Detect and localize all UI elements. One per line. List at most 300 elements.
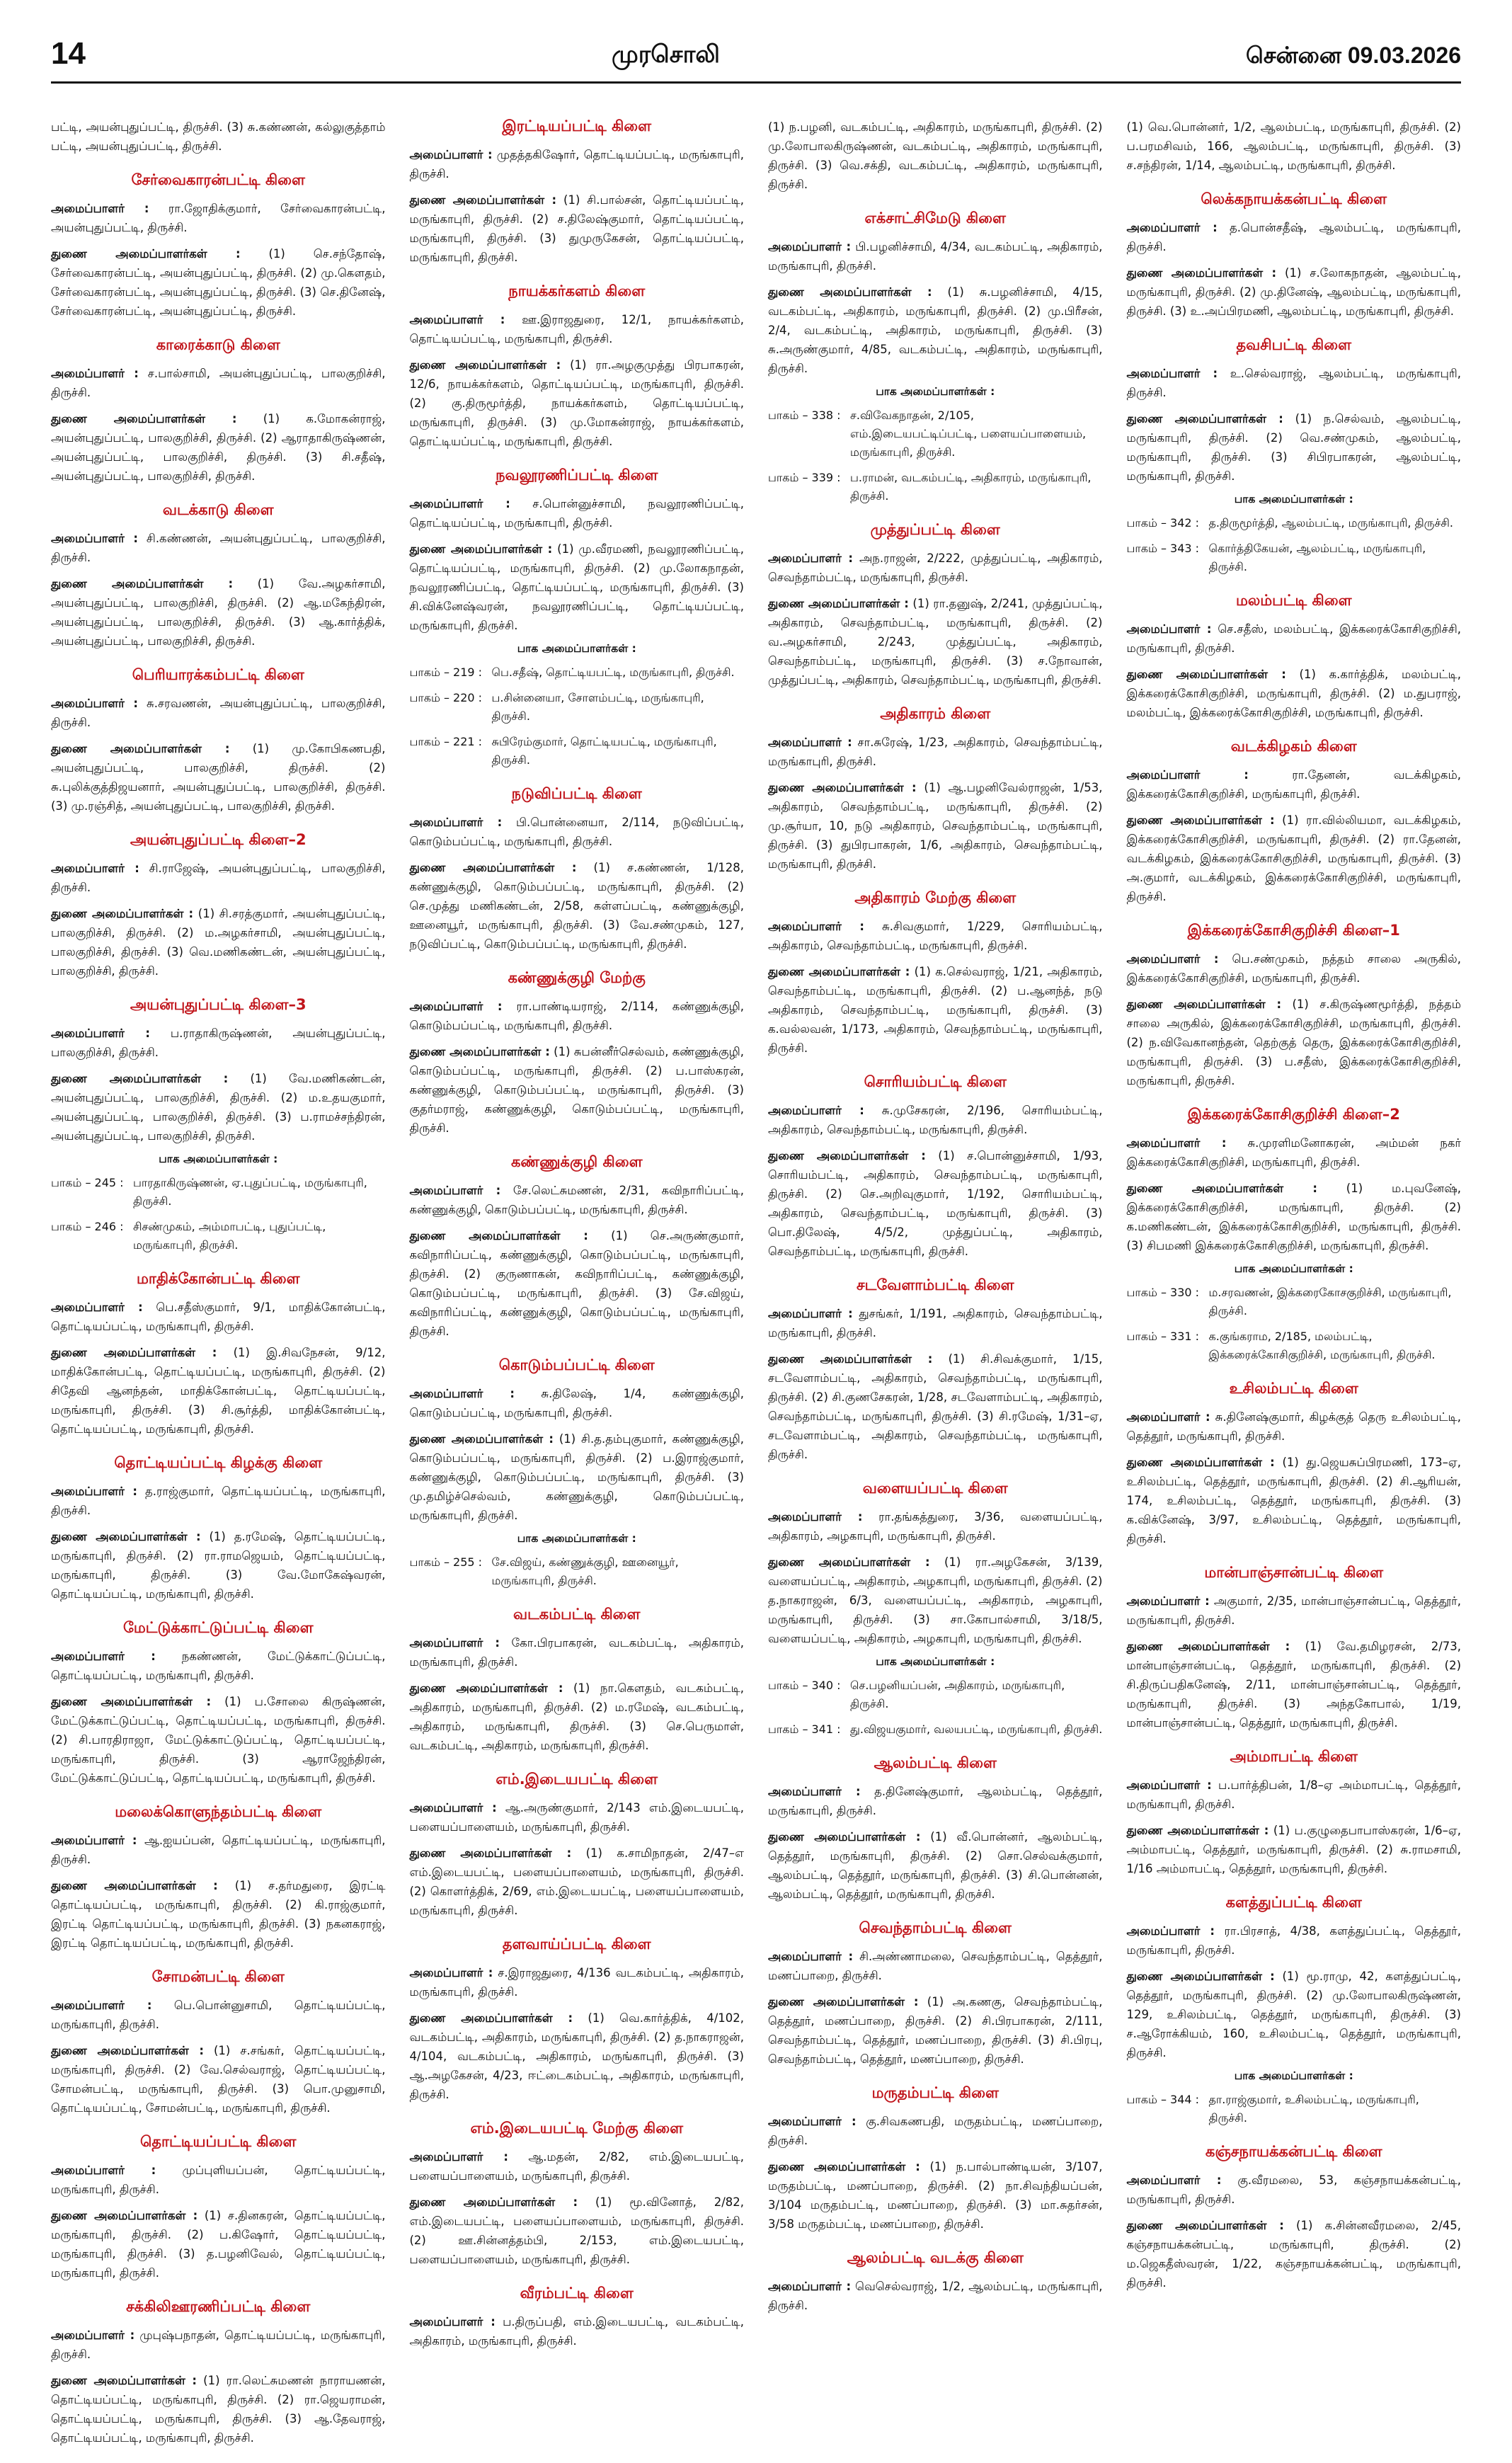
organizer-label: அமைப்பாளர் : (768, 1785, 861, 1798)
assistant-line (51, 2371, 386, 2447)
branch-heading: இரட்டியப்பட்டி கிளை (502, 118, 652, 135)
organizer-line (410, 997, 745, 1035)
booth-row (410, 733, 745, 770)
booth-number: பாகம் – 341 : (768, 1722, 841, 1736)
branch-heading: முத்துப்பட்டி கிளை (870, 521, 1000, 538)
organizer-label: அமைப்பாளர் : (768, 2280, 852, 2293)
branch-heading: அதிகாரம் மேற்கு கிளை (854, 889, 1016, 906)
booth-row (410, 663, 745, 682)
branch-heading: லெக்கநாயக்கன்பட்டி கிளை (1201, 190, 1387, 207)
organizer-name: கு.சிவகணபதி, மருதம்பட்டி, மணப்பாறை, திருச்சி. (768, 2115, 1103, 2147)
organizer-line (768, 237, 1103, 275)
branch-heading: எம்.இடையபட்டி மேற்கு கிளை (470, 2120, 684, 2137)
assistant-line (51, 904, 386, 981)
assistant-names: (1) ந.பால்பாண்டியன், 3/107, மருதம்பட்டி, மணப்பாறை, திருச்சி. (2) நா.சிவந்தியப்பன், 3/104 மருதம்பட்டி, மணப்பாறை, திருச்சி. (3) மா.சுதர்சன், 3/58 மருதம்பட்டி, மணப்பாறை, திருச்சி. (768, 2160, 1103, 2231)
organizer-name: சே.லெட்சுமணன், 2/31, கவிநாரிப்பட்டி, கண்ணுக்குழி, கொடும்பப்பட்டி, மருங்காபுரி, திருச்சி. (409, 1184, 745, 1216)
assistant-label: துணை அமைப்பாளர்கள் : (409, 1229, 588, 1242)
assistant-names: (1) வெ.பொன்னர், 1/2, ஆலம்பட்டி, மருங்காபுரி, திருச்சி. (2) ப.பரமசிவம், 166, ஆலம்பட்டி, மருங்காபுரி, திருச்சி. (3) ச.சந்திரன், 1/14, ஆலம்பட்டி, மருங்காபுரி, திருச்சி. (1126, 120, 1461, 172)
branch-heading: மருதம்பட்டி கிளை (871, 2084, 999, 2101)
organizer-line (768, 549, 1103, 587)
booth-row (1127, 514, 1462, 532)
organizer-label: அமைப்பாளர் : (1126, 768, 1249, 782)
assistant-line (1127, 263, 1462, 321)
assistant-line (768, 1349, 1103, 1464)
assistant-line (768, 1992, 1103, 2069)
booth-number: பாகம் – 344 : (1126, 2093, 1200, 2106)
organizer-name: ப.ராதாகிருஷ்ணன், அயன்புதுப்பட்டி, பாலகுறிச்சி, திருச்சி. (51, 1027, 386, 1059)
assistant-names: (1) வெ.கார்த்திக், 4/102, வடகம்பட்டி, அதிகாரம், மருங்காபுரி, திருச்சி. (2) த.நாகராஜன், 4/104, வடகம்பட்டி, அதிகாரம், மருங்காபுரி, திருச்சி. (3) ஆ.அழகேசன், 4/23, ஈட்டைகம்பட்டி, அதிகாரம், மருங்காபுரி, திருச்சி. (409, 2011, 744, 2101)
assistant-label: துணை அமைப்பாளர்கள் : (768, 1830, 921, 1844)
assistant-names: (1) ச.தர்மதுரை, இரட்டி தொட்டியப்பட்டி, மருங்காபுரி, திருச்சி. (2) கி.ராஜ்குமார், இரட்டி தொட்டியப்பட்டி, மருங்காபுரி, திருச்சி. (3) நகனகராஜ், இரட்டி தொட்டியப்பட்டி, மருங்காபுரி, திருச்சி. (51, 1879, 386, 1950)
branch-section (768, 1754, 1103, 1904)
organizer-line (51, 1647, 386, 1685)
organizer-line (410, 145, 745, 183)
assistant-names: (1) சி.சரத்குமார், அயன்புதுப்பட்டி, பாலகுறிச்சி, திருச்சி. (2) ம.அழகர்சாமி, அயன்புதுப்பட்டி, பாலகுறிச்சி, திருச்சி. (3) வெ.மணிகண்டன், அயன்புதுப்பட்டி, பாலகுறிச்சி, திருச்சி. (51, 907, 386, 978)
booth-row (410, 1553, 745, 1590)
organizer-label: அமைப்பாளர் : (409, 2150, 508, 2164)
branch-section (51, 2298, 386, 2447)
assistant-names: (1) ந.பழனி, வடகம்பட்டி, அதிகாரம், மருங்காபுரி, திருச்சி. (2) மு.லோபாலகிருஷ்ணன், வடகம்பட்டி, அதிகாரம், மருங்காபுரி, திருச்சி. (3) வெ.சக்தி, வடகம்பட்டி, அதிகாரம், மருங்காபுரி, திருச்சி. (768, 120, 1103, 191)
organizer-name: நகண்ணன், மேட்டுக்காட்டுப்பட்டி, தொட்டியப்பட்டி, மருங்காபுரி, திருச்சி. (51, 1650, 386, 1682)
branch-section (768, 1919, 1103, 2069)
branch-heading: அம்மாபட்டி கிளை (1230, 1748, 1358, 1765)
masthead (51, 0, 1461, 84)
branch-section (768, 705, 1103, 874)
assistant-names: (1) க.சின்னவீரமலை, 2/45, கஞ்சநாயக்கன்பட்டி, மருங்காபுரி, திருச்சி. (2) ம.ஜெகதீஸ்வரன், 1/22, கஞ்சநாயக்கன்பட்டி, மருங்காபுரி, திருச்சி. (1126, 2219, 1461, 2290)
booth-row (1127, 539, 1462, 576)
branch-section (51, 1619, 386, 1788)
booth-number: பாகம் – 330 : (1126, 1286, 1200, 1299)
organizer-line (1127, 1776, 1462, 1814)
assistant-label: துணை அமைப்பாளர்கள் : (409, 861, 577, 874)
organizer-line (51, 1831, 386, 1869)
organizer-name: ஊ.இராஜதுரை, 12/1, நாயக்கர்களம், தொட்டியப்பட்டி, மருங்காபுரி, திருச்சி. (409, 313, 745, 345)
organizer-line (410, 2312, 745, 2350)
assistant-line (51, 574, 386, 651)
organizer-label: அமைப்பாளர் : (51, 1027, 150, 1040)
organizer-name: ப.திருப்பதி, எம்.இடையபட்டி, வடகம்பட்டி, அதிகாரம், மருங்காபுரி, திருச்சி. (409, 2315, 744, 2348)
page-number: 14 (51, 36, 86, 71)
assistant-label: துணை அமைப்பாளர்கள் : (768, 965, 910, 978)
assistant-names: (1) ச.பொன்னுச்சாமி, 1/93, சொரியம்பட்டி, அதிகாரம், செவந்தாம்பட்டி, மருங்காபுரி, திருச்சி. (2) செ.அறிவுகுமார், 1/192, சொரியம்பட்டி, அதிகாரம், செவந்தாம்பட்டி, மருங்காபுரி, திருச்சி. (3) பொ.திலேஷ், 4/5/2, முத்துப்பட்டி, அதிகாரம், செவந்தாம்பட்டி, மருங்காபுரி, திருச்சி. (768, 1149, 1103, 1258)
organizer-line (1127, 619, 1462, 658)
organizer-line (51, 529, 386, 567)
branch-section (410, 1153, 745, 1341)
branch-section (768, 2084, 1103, 2234)
branch-heading: வடக்கிழகம் கிளை (1230, 738, 1357, 755)
organizer-line (410, 1963, 745, 2001)
assistant-label: துணை அமைப்பாளர்கள் : (1126, 998, 1282, 1011)
organizer-label: அமைப்பாளர் : (768, 2115, 857, 2128)
assistant-names: (1) ரா.வில்லியமா, வடக்கிழகம், இக்கரைக்கோசிகுறிச்சி, மருங்காபுரி, திருச்சி. (2) ரா.தேனன், வடக்கிழகம், இக்கரைக்கோசிகுறிச்சி, மருங்காபுரி, திருச்சி. (3) அ.குமார், வடக்கிழகம், இக்கரைக்கோசிகுறிச்சி, மருங்காபுரி, திருச்சி. (1126, 813, 1461, 903)
booth-subheading: பாக அமைப்பாளர்கள் : (517, 642, 636, 655)
assistant-names: (1) சி.பால்சன், தொட்டியப்பட்டி, மருங்காபுரி, திருச்சி. (2) ச.திலேஷ்குமார், தொட்டியப்பட்டி, மருங்காபுரி, திருச்சி. (3) துமுருகேசன், தொட்டியப்பட்டி, மருங்காபுரி, திருச்சி. (409, 193, 744, 264)
assistant-line (410, 858, 745, 954)
organizer-label: அமைப்பாளர் : (768, 1307, 853, 1320)
branch-heading: மலம்பட்டி கிளை (1235, 592, 1352, 609)
assistant-line (768, 1553, 1103, 1648)
organizer-line (410, 813, 745, 851)
branch-section (410, 467, 745, 770)
branch-section (768, 521, 1103, 690)
organizer-label: அமைப்பாளர் : (51, 862, 139, 875)
column-2 (410, 118, 745, 2463)
assistant-line (410, 190, 745, 267)
organizer-line (410, 2147, 745, 2185)
branch-heading: ஆலம்பட்டி வடக்கு கிளை (847, 2249, 1024, 2266)
branch-heading: மலைக்கொளுந்தம்பட்டி கிளை (115, 1803, 322, 1820)
organizer-label: அமைப்பாளர் : (768, 1510, 863, 1524)
booth-number: பாகம் – 221 : (409, 735, 483, 748)
organizer-name: சு.முசேகரன், 2/196, சொரியம்பட்டி, அதிகாரம், செவந்தாம்பட்டி, மருங்காபுரி, திருச்சி. (768, 1104, 1103, 1136)
organizer-label: அமைப்பாளர் : (51, 1485, 137, 1498)
assistant-names: (1) ச.சங்கர், தொட்டியப்பட்டி, மருங்காபுரி, திருச்சி. (2) வே.செல்வராஜ், தொட்டியப்பட்டி, சோமன்பட்டி, மருங்காபுரி, திருச்சி. (3) பொ.முனுசாமி, தொட்டியப்பட்டி, சோமன்பட்டி, மருங்காபுரி, திருச்சி. (51, 2044, 386, 2115)
booth-number: பாகம் – 219 : (409, 665, 483, 679)
branch-section (51, 1270, 386, 1439)
assistant-names: (1) ப.சோலை கிருஷ்ணன், மேட்டுக்காட்டுப்பட்டி, தொட்டியப்பட்டி, மருங்காபுரி, திருச்சி. (2) சி.பாரதிராஜா, மேட்டுக்காட்டுப்பட்டி, தொட்டியப்பட்டி, மருங்காபுரி, திருச்சி. (3) ஆராஜேந்திரன், மேட்டுக்காட்டுப்பட்டி, தொட்டியப்பட்டி, மருங்காபுரி, திருச்சி. (51, 1695, 386, 1785)
organizer-name: சு.முரளிமனோகரன், அம்மன் நகர் இக்கரைக்கோசிகுறிச்சி, மருங்காபுரி, திருச்சி. (1126, 1136, 1461, 1169)
assistant-names: (1) ரா.தனுஷ், 2/241, முத்துப்பட்டி, அதிகாரம், செவந்தாம்பட்டி, மருங்காபுரி, திருச்சி. (2) வ.அழகர்சாமி, 2/243, முத்துப்பட்டி, அதிகாரம், செவந்தாம்பட்டி, மருங்காபுரி, திருச்சி. (3) ச.நோவான், முத்துப்பட்டி, அதிகாரம், செவந்தாம்பட்டி, மருங்காபுரி, திருச்சி. (768, 597, 1103, 687)
assistant-label: துணை அமைப்பாளர்கள் : (51, 907, 194, 920)
assistant-line (51, 1692, 386, 1788)
assistant-names: (1) சுபன்னீர்செல்வம், கண்ணுக்குழி, கொடும்பப்பட்டி, மருங்காபுரி, திருச்சி. (2) ப.பாஸ்கரன், கண்ணுக்குழி, கொடும்பப்பட்டி, மருங்காபுரி, திருச்சி. (3) குதர்மராஜ், கண்ணுக்குழி, கொடும்பப்பட்டி, மருங்காபுரி, திருச்சி. (409, 1045, 745, 1135)
branch-section (768, 889, 1103, 1058)
organizer-label: அமைப்பாளர் : (768, 552, 853, 565)
booth-row (768, 469, 1103, 505)
organizer-name: பி.பொன்னையா, 2/114, நடுவிப்பட்டி, கொடும்பப்பட்டி, மருங்காபுரி, திருச்சி. (409, 816, 744, 848)
assistant-names: (1) அ.கணகு, செவந்தாம்பட்டி, தெத்தூர், மணப்பாறை, திருச்சி. (2) சி.பிரபாகரன், 2/111, செவந்தாம்பட்டி, தெத்தூர், மணப்பாறை, திருச்சி. (3) சி.பிரபு, செவந்தாம்பட்டி, தெத்தூர், மணப்பாறை, திருச்சி. (768, 1995, 1103, 2066)
branch-section (51, 666, 386, 816)
assistant-line (1127, 1637, 1462, 1732)
assistant-line (1127, 811, 1462, 906)
booth-row (768, 1720, 1103, 1739)
assistant-names: (1) ஆ.பழனிவேல்ராஜன், 1/53, அதிகாரம், செவந்தாம்பட்டி, மருங்காபுரி, திருச்சி. (2) மு.சூர்யா, 10, நடு அதிகாரம், செவந்தாம்பட்டி, மருங்காபுரி, திருச்சி. (3) துபிரபாகரன், 1/6, அதிகாரம், செவந்தாம்பட்டி, மருங்காபுரி, திருச்சி. (768, 781, 1103, 871)
organizer-line (768, 1101, 1103, 1139)
booth-row (1127, 2091, 1462, 2127)
assistant-line (1127, 409, 1462, 486)
organizer-name: வெசெல்வராஜ், 1/2, ஆலம்பட்டி, மருங்காபுரி, திருச்சி. (768, 2280, 1103, 2312)
organizer-name: சா.சுரேஷ், 1/23, அதிகாரம், செவந்தாம்பட்டி, மருங்காபுரி, திருச்சி. (768, 736, 1103, 768)
branch-section (1127, 1380, 1462, 1548)
organizer-line (51, 364, 386, 402)
organizer-name: ரா.தங்கத்துரை, 3/36, வளையப்பட்டி, அதிகாரம், அழகாபுரி, மருங்காபுரி, திருச்சி. (768, 1510, 1103, 1543)
organizer-line (51, 2161, 386, 2199)
assistant-line (410, 355, 745, 451)
booth-row (1127, 1327, 1462, 1364)
branch-heading: நடுவிப்பட்டி கிளை (511, 785, 642, 802)
branch-section (1127, 190, 1462, 321)
branch-section (410, 1606, 745, 1755)
booth-number: பாகம் – 338 : (768, 408, 841, 422)
organizer-line (410, 1798, 745, 1836)
booth-number: பாகம் – 246 : (51, 1220, 124, 1233)
booth-number: பாகம் – 255 : (409, 1555, 483, 1569)
branch-section (51, 1968, 386, 2118)
assistant-names: (1) க.சாமிநாதன், 2/47–எ எம்.இடையபட்டி, பளையப்பாளையம், மருங்காபுரி, திருச்சி. (2) கொளர்த்திக், 2/69, எம்.இடையபட்டி, பளையப்பாளையம், மருங்காபுரி, திருச்சி. (409, 1846, 744, 1917)
organizer-name: சி.அண்ணாமலை, செவந்தாம்பட்டி, தெத்தூர், மணப்பாறை, திருச்சி. (768, 1950, 1103, 1982)
branch-heading: தொட்டியப்பட்டி கிளை (140, 2133, 297, 2150)
booth-row (410, 689, 745, 726)
branch-heading: சேர்வைகாரன்பட்டி கிளை (131, 171, 305, 188)
organizer-line (768, 2112, 1103, 2150)
organizer-line (768, 2277, 1103, 2315)
organizer-name: ரா.பாண்டியராஜ், 2/114, கண்ணுக்குழி, கொடும்பப்பட்டி, மருங்காபுரி, திருச்சி. (409, 1000, 745, 1032)
organizer-label: அமைப்பாளர் : (768, 240, 852, 253)
assistant-line (51, 2041, 386, 2118)
assistant-names: (1) சு.பழனிச்சாமி, 4/15, வடகம்பட்டி, அதிகாரம், மருங்காபுரி, திருச்சி. (2) மு.பிரீசன், 2/4, வடகம்பட்டி, அதிகாரம், மருங்காபுரி, திருச்சி. (3) சு.அருண்குமார், 4/85, வடகம்பட்டி, அதிகாரம், மருங்காபுரி, திருச்சி. (768, 285, 1103, 375)
organizer-line (410, 494, 745, 532)
assistant-line (51, 244, 386, 321)
booth-person: பாரதாகிருஷ்ணன், ஏ.புதுப்பட்டி, மருங்காபுரி, திருச்சி. (133, 1176, 367, 1208)
organizer-label: அமைப்பாளர் : (768, 736, 852, 749)
branch-heading: கண்ணுக்குழி மேற்கு (508, 969, 646, 986)
organizer-label: அமைப்பாளர் : (409, 1184, 501, 1197)
branch-heading: நாயக்கர்களம் கிளை (508, 282, 646, 299)
branch-section (1127, 118, 1462, 175)
organizer-label: அமைப்பாளர் : (1126, 2173, 1222, 2187)
organizer-name: ரா.தேனன், வடக்கிழகம், இக்கரைக்கோசிகுறிச்சி, மருங்காபுரி, திருச்சி. (1126, 768, 1461, 801)
assistant-label: துணை அமைப்பாளர்கள் : (51, 742, 230, 755)
organizer-label: அமைப்பாளர் : (409, 1636, 500, 1650)
assistant-label: துணை அமைப்பாளர்கள் : (409, 1432, 554, 1446)
organizer-line (51, 1996, 386, 2034)
assistant-label: துணை அமைப்பாளர்கள் : (409, 1846, 572, 1860)
booth-person: கொர்த்திகேயன், ஆலம்பட்டி, மருங்காபுரி, திருச்சி. (1208, 542, 1426, 573)
organizer-label: அமைப்பாளர் : (768, 1950, 854, 1963)
booth-number: பாகம் – 339 : (768, 471, 841, 484)
branch-heading: தவசிபட்டி கிளை (1236, 336, 1352, 353)
organizer-name: சி.கண்ணன், அயன்புதுப்பட்டி, பாலகுறிச்சி, திருச்சி. (51, 532, 386, 564)
organizer-name: ஆ.ஐயப்பன், தொட்டியப்பட்டி, மருங்காபுரி, திருச்சி. (51, 1834, 386, 1866)
organizer-line (1127, 2171, 1462, 2209)
assistant-label: துணை அமைப்பாளர்கள் : (768, 1352, 933, 1366)
assistant-label: துணை அமைப்பாளர்கள் : (1126, 412, 1283, 425)
organizer-name: பெ.சண்முகம், நத்தம் சாலை அருகில், இக்கரைக்கோசிகுறிச்சி, மருங்காபுரி, திருச்சி. (1126, 952, 1461, 985)
assistant-label: துணை அமைப்பாளர்கள் : (768, 2160, 920, 2173)
assistant-line (51, 1343, 386, 1439)
organizer-label: அமைப்பாளர் : (1126, 622, 1212, 636)
assistant-line (768, 2157, 1103, 2234)
assistant-names: (1) த.ரமேஷ், தொட்டியப்பட்டி, மருங்காபுரி, திருச்சி. (2) ரா.ராமஜெயம், தொட்டியப்பட்டி, மருங்காபுரி, திருச்சி. (3) வே.மோகேஷ்வரன், தொட்டியப்பட்டி, மருங்காபுரி, திருச்சி. (51, 1530, 386, 1601)
organizer-name: அகுமார், 2/35, மான்பாஞ்சான்பட்டி, தெத்தூர், மருங்காபுரி, திருச்சி. (1126, 1594, 1461, 1627)
assistant-names: (1) வே.தமிழரசன், 2/73, மான்பாஞ்சான்பட்டி, தெத்தூர், மருங்காபுரி, திருச்சி. (2) சி.திருப்பதிகனேஷ், 2/11, மான்பாஞ்சான்பட்டி, தெத்தூர், மருங்காபுரி, திருச்சி. (3) அந்தகோபால், 1/19, மான்பாஞ்சான்பட்டி, தெத்தூர், மருங்காபுரி, திருச்சி. (1126, 1640, 1461, 1730)
organizer-name: முப்புளியப்பன், தொட்டியப்பட்டி, மருங்காபுரி, திருச்சி. (51, 2164, 386, 2196)
assistant-line (768, 962, 1103, 1058)
organizer-label: அமைப்பாளர் : (409, 1387, 515, 1400)
booth-subheading: பாக அமைப்பாளர்கள் : (1234, 2069, 1353, 2082)
branch-heading: அயன்புதுப்பட்டி கிளை–2 (130, 831, 307, 848)
assistant-label: துணை அமைப்பாளர்கள் : (768, 1555, 930, 1569)
branch-section (1127, 1106, 1462, 1364)
organizer-label: அமைப்பாளர் : (1126, 1594, 1210, 1608)
organizer-name: ஆ.அருண்குமார், 2/143 எம்.இடையபட்டி, பளையப்பாளையம், மருங்காபுரி, திருச்சி. (409, 1801, 744, 1834)
assistant-names: (1) ரா.அழகேசன், 3/139, வளையப்பட்டி, அதிகாரம், அழகாபுரி, மருங்காபுரி, திருச்சி. (2) த.நாகராஜன், 6/3, வளையப்பட்டி, அதிகாரம், அழகாபுரி, மருங்காபுரி, திருச்சி. (3) சா.கோபால்சாமி, 3/18/5, வளையப்பட்டி, அதிகாரம், அழகாபுரி, மருங்காபுரி, திருச்சி. (768, 1555, 1103, 1645)
assistant-names: (1) ம.புவனேஷ், இக்கரைக்கோசிகுறிச்சி, மருங்காபுரி, திருச்சி. (2) க.மணிகண்டன், இக்கரைக்கோசிகுறிச்சி, மருங்காபுரி, திருச்சி. (3) சிபமணி இக்கரைக்கோசிகுறிச்சி, மருங்காபுரி, திருச்சி. (1126, 1182, 1461, 1252)
branch-heading: தொட்டியப்பட்டி கிழக்கு கிளை (114, 1454, 323, 1471)
branch-section (768, 2249, 1103, 2315)
branch-heading: அதிகாரம் கிளை (880, 705, 991, 722)
organizer-line (768, 1304, 1103, 1342)
branch-section (410, 118, 745, 267)
assistant-names: (1) சி.த.தம்புகுமார், கண்ணுக்குழி, கொடும்பப்பட்டி, மருங்காபுரி, திருச்சி. (2) ப.இராஜ்குமார், கண்ணுக்குழி, கொடும்பப்பட்டி, மருங்காபுரி, திருச்சி. (3) மு.தமிழ்ச்செல்வம், கண்ணுக்குழி, கொடும்பப்பட்டி, மருங்காபுரி, திருச்சி. (409, 1432, 744, 1522)
branch-heading: எம்.இடையபட்டி கிளை (496, 1771, 658, 1788)
assistant-line (51, 1876, 386, 1953)
booth-subheading: பாக அமைப்பாளர்கள் : (1234, 1262, 1353, 1275)
organizer-line (1127, 1407, 1462, 1446)
assistant-names: (1) ச.கிருஷ்ணமூர்த்தி, நத்தம் சாலை அருகில், இக்கரைக்கோசிகுறிச்சி, மருங்காபுரி, திருச்சி. (2) ந.விவேகானந்தன், தெற்குத் தெரு, இக்கரைக்கோசிகுறிச்சி, மருங்காபுரி, திருச்சி. (3) ப.சதீஸ், இக்கரைக்கோசிகுறிச்சி, மருங்காபுரி, திருச்சி. (1126, 998, 1462, 1087)
assistant-line (410, 2193, 745, 2269)
branch-heading: வடக்காடு கிளை (162, 501, 274, 518)
branch-heading: இக்கரைக்கோசிகுறிச்சி கிளை–2 (1187, 1106, 1400, 1123)
assistant-names: பட்டி, அயன்புதுப்பட்டி, திருச்சி. (3) சு.கண்ணன், கல்லுகுத்தாம் பட்டி, அயன்புதுப்பட்டி, திருச்சி. (51, 120, 386, 153)
organizer-name: பெ.பொன்னுசாமி, தொட்டியப்பட்டி, மருங்காபுரி, திருச்சி. (51, 1999, 386, 2031)
assistant-line (1127, 1821, 1462, 1878)
organizer-name: பி.பழனிச்சாமி, 4/34, வடகம்பட்டி, அதிகாரம், மருங்காபுரி, திருச்சி. (768, 240, 1103, 273)
organizer-label: அமைப்பாளர் : (409, 313, 505, 326)
branch-section (51, 831, 386, 981)
organizer-name: த.ராஜ்குமார், தொட்டியப்பட்டி, மருங்காபுரி, திருச்சி. (51, 1485, 386, 1517)
organizer-label: அமைப்பாளர் : (409, 1000, 503, 1013)
branch-heading: சடவேளாம்பட்டி கிளை (856, 1276, 1014, 1293)
assistant-label: துணை அமைப்பாளர்கள் : (51, 1530, 201, 1543)
branch-section (1127, 1564, 1462, 1732)
branch-section (768, 1276, 1103, 1464)
assistant-names: (1) ச.கண்ணன், 1/128, கண்ணுக்குழி, கொடும்பப்பட்டி, மருங்காபுரி, திருச்சி. (2) செ.முத்து மணிகண்டன், 2/58, கள்ளப்பட்டி, கண்ணுக்குழி, ஊனையூர், மருங்காபுரி, திருச்சி. (3) வே.சண்முகம், 127, நடுவிப்பட்டி, கொடும்பப்பட்டி, மருங்காபுரி, திருச்சி. (409, 861, 744, 951)
organizer-line (768, 1782, 1103, 1820)
assistant-line (410, 1844, 745, 1920)
assistant-line (410, 2008, 745, 2104)
organizer-line (410, 1181, 745, 1219)
assistant-label: துணை அமைப்பாளர்கள் : (1126, 1456, 1275, 1469)
branch-section (51, 336, 386, 486)
branch-heading: தளவாய்ப்பட்டி கிளை (502, 1936, 651, 1953)
branch-heading: மேட்டுக்காட்டுப்பட்டி கிளை (122, 1619, 314, 1636)
branch-heading: களத்துப்பட்டி கிளை (1225, 1894, 1362, 1911)
booth-subheading: பாக அமைப்பாளர்கள் : (876, 385, 995, 398)
branch-heading: காரைக்காடு கிளை (156, 336, 280, 353)
organizer-name: சு.திலேஷ், 1/4, கண்ணுக்குழி, கொடும்பப்பட்டி, மருங்காபுரி, திருச்சி. (409, 1387, 744, 1419)
organizer-name: முபுஷ்பநாதன், தொட்டியப்பட்டி, மருங்காபுரி, திருச்சி. (51, 2328, 386, 2361)
organizer-label: அமைப்பாளர் : (51, 1301, 143, 1314)
assistant-line (768, 778, 1103, 874)
assistant-names: (1) செ.அருண்குமார், கவிநாரிப்பட்டி, கண்ணுக்குழி, கொடும்பப்பட்டி, மருங்காபுரி, திருச்சி. (2) குருணாகன், கவிநாரிப்பட்டி, கண்ணுக்குழி, கொடும்பப்பட்டி, மருங்காபுரி, திருச்சி. (3) சே.விஜய், கவிநாரிப்பட்டி, கண்ணுக்குழி, கொடும்பப்பட்டி, மருங்காபுரி, திருச்சி. (409, 1229, 744, 1338)
assistant-line (51, 409, 386, 486)
organizer-name: ச.இராஜதுரை, 4/136 வடகம்பட்டி, அதிகாரம், மருங்காபுரி, திருச்சி. (409, 1966, 744, 1999)
organizer-line (1127, 364, 1462, 402)
city-date: சென்னை 09.03.2026 (1245, 42, 1461, 68)
assistant-line (410, 1226, 745, 1341)
newspaper-name: முரசொலி (611, 40, 720, 69)
assistant-label: துணை அமைப்பாளர்கள் : (51, 2044, 204, 2057)
assistant-names: (1) மூ.வினோத், 2/82, எம்.இடையபட்டி, பளையப்பாளையம், மருங்காபுரி, திருச்சி. (2) ஊ.சின்னத்தம்பி, 2/153, எம்.இடையபட்டி, பளையப்பாளையம், மருங்காபுரி, திருச்சி. (409, 2195, 744, 2266)
assistant-line (51, 1069, 386, 1145)
organizer-name: பெ.சதீஸ்குமார், 9/1, மாதிக்கோன்பட்டி, தொட்டியப்பட்டி, மருங்காபுரி, திருச்சி. (51, 1301, 386, 1333)
assistant-label: துணை அமைப்பாளர்கள் : (51, 2374, 197, 2387)
assistant-names: (1) மூ.ராமு, 42, களத்துப்பட்டி, தெத்தூர், மருங்காபுரி, திருச்சி. (2) மு.லோபாலகிருஷ்ணன், 129, உசிலம்பட்டி, தெத்தூர், மருங்காபுரி, திருச்சி. (3) ச.ஆரோக்கியம், 160, உசிலம்பட்டி, தெத்தூர், மருங்காபுரி, திருச்சி. (1126, 1970, 1461, 2059)
assistant-label: துணை அமைப்பாளர்கள் : (51, 1072, 229, 1085)
booth-row (768, 406, 1103, 462)
assistant-label: துணை அமைப்பாளர்கள் : (1126, 1824, 1269, 1837)
organizer-name: சு.தினேஷ்குமார், கிழக்குத் தெரு உசிலம்பட்டி, தெத்தூர், மருங்காபுரி, திருச்சி. (1126, 1410, 1461, 1443)
booth-person: க.குங்கராம, 2/185, மலம்பட்டி, இக்கரைக்கோசிகுறிச்சி, மருங்காபுரி, திருச்சி. (1208, 1330, 1436, 1361)
branch-heading: ஆலம்பட்டி கிளை (874, 1754, 997, 1771)
organizer-label: அமைப்பாளர் : (409, 2315, 496, 2328)
assistant-names: (1) வே.அழகர்சாமி, அயன்புதுப்பட்டி, பாலகுறிச்சி, திருச்சி. (2) ஆ.மகேந்திரன், அயன்புதுப்பட்டி, பாலகுறிச்சி, திருச்சி. (3) ஆ.கார்த்திக், அயன்புதுப்பட்டி, பாலகுறிச்சி, திருச்சி. (51, 577, 386, 648)
assistant-line (410, 1429, 745, 1525)
assistant-line (1127, 2216, 1462, 2292)
branch-section (768, 210, 1103, 505)
assistant-line (410, 1042, 745, 1138)
assistant-label: துணை அமைப்பாளர்கள் : (1126, 1182, 1317, 1195)
assistant-label: துணை அமைப்பாளர்கள் : (409, 1681, 563, 1695)
assistant-line (1127, 1453, 1462, 1548)
branch-section (51, 171, 386, 321)
branch-heading: வளையப்பட்டி கிளை (862, 1480, 1008, 1497)
organizer-label: அமைப்பாளர் : (1126, 1136, 1227, 1150)
organizer-label: அமைப்பாளர் : (1126, 1410, 1210, 1424)
organizer-line (768, 1507, 1103, 1545)
branch-section (1127, 2143, 1462, 2292)
assistant-line (768, 594, 1103, 690)
assistant-names: (1) க.செல்வராஜ், 1/21, அதிகாரம், செவந்தாம்பட்டி, மருங்காபுரி, திருச்சி. (2) ப.ஆனந்த், நடு அதிகாரம், செவந்தாம்பட்டி, மருங்காபுரி, திருச்சி. (3) க.வல்லவன், 1/173, அதிகாரம், செவந்தாம்பட்டி, மருங்காபுரி, திருச்சி. (768, 965, 1103, 1055)
branch-heading: மான்பாஞ்சான்பட்டி கிளை (1204, 1564, 1384, 1581)
booth-number: பாகம் – 220 : (409, 691, 483, 704)
assistant-line (51, 118, 386, 156)
assistant-line (1127, 995, 1462, 1090)
assistant-line (1127, 1179, 1462, 1255)
branch-section (768, 118, 1103, 194)
organizer-line (51, 2326, 386, 2364)
branch-section (410, 282, 745, 451)
column-4 (1127, 118, 1462, 2463)
assistant-names: (1) வே.மணிகண்டன், அயன்புதுப்பட்டி, பாலகுறிச்சி, திருச்சி. (2) ம.உதயகுமார், அயன்புதுப்பட்டி, பாலகுறிச்சி, திருச்சி. (3) ப.ராமச்சந்திரன், அயன்புதுப்பட்டி, பாலகுறிச்சி, திருச்சி. (51, 1072, 386, 1143)
assistant-label: துணை அமைப்பாளர்கள் : (51, 247, 241, 261)
branch-section (1127, 1748, 1462, 1878)
organizer-line (51, 859, 386, 897)
booth-number: பாகம் – 343 : (1126, 542, 1200, 555)
branch-section (51, 118, 386, 156)
organizer-label: அமைப்பாளர் : (1126, 367, 1218, 380)
booth-number: பாகம் – 342 : (1126, 516, 1200, 530)
organizer-line (410, 310, 745, 348)
assistant-line (768, 282, 1103, 378)
organizer-label: அமைப்பாளர் : (409, 1966, 493, 1979)
organizer-label: அமைப்பாளர் : (409, 1801, 497, 1815)
booth-row (51, 1174, 386, 1211)
assistant-label: துணை அமைப்பாளர்கள் : (51, 412, 237, 425)
branch-section (410, 969, 745, 1138)
organizer-label: அமைப்பாளர் : (1126, 221, 1218, 234)
assistant-label: துணை அமைப்பாளர்கள் : (1126, 2219, 1284, 2232)
assistant-line (410, 1679, 745, 1755)
branch-section (410, 1771, 745, 1920)
branch-section (410, 2285, 745, 2350)
booth-person: சே.விஜய், கண்ணுக்குழி, ஊனையூர், மருங்காபுரி, திருச்சி. (491, 1555, 679, 1587)
organizer-name: முதத்தகிஷோர், தொட்டியப்பட்டி, மருங்காபுரி, திருச்சி. (409, 148, 744, 181)
organizer-name: த.தினேஷ்குமார், ஆலம்பட்டி, தெத்தூர், மருங்காபுரி, திருச்சி. (768, 1785, 1103, 1817)
organizer-line (1127, 218, 1462, 256)
assistant-label: துணை அமைப்பாளர்கள் : (51, 1879, 218, 1892)
assistant-names: (1) மு.வீரமணி, நவலூரணிப்பட்டி, தொட்டியப்பட்டி, மருங்காபுரி, திருச்சி. (2) மு.லோகநாதன், நவலூரணிப்பட்டி, தொட்டியப்பட்டி, மருங்காபுரி, திருச்சி. (3) சி.விக்னேஷ்வரன், நவலூரணிப்பட்டி, தொட்டியப்பட்டி, மருங்காபுரி, திருச்சி. (409, 542, 744, 632)
organizer-name: உ.செல்வராஜ், ஆலம்பட்டி, மருங்காபுரி, திருச்சி. (1126, 367, 1461, 399)
assistant-label: துணை அமைப்பாளர்கள் : (768, 781, 917, 794)
organizer-name: ரா.பிரசாத், 4/38, களத்துப்பட்டி, தெத்தூர், மருங்காபுரி, திருச்சி. (1126, 1924, 1461, 1957)
assistant-label: துணை அமைப்பாளர்கள் : (768, 597, 909, 610)
branch-heading: உசிலம்பட்டி கிளை (1229, 1380, 1358, 1397)
organizer-line (51, 1298, 386, 1336)
branch-section (51, 501, 386, 651)
organizer-name: சு.சிவகுமார், 1/229, சொரியம்பட்டி, அதிகாரம், செவந்தாம்பட்டி, மருங்காபுரி, திருச்சி. (768, 920, 1103, 952)
